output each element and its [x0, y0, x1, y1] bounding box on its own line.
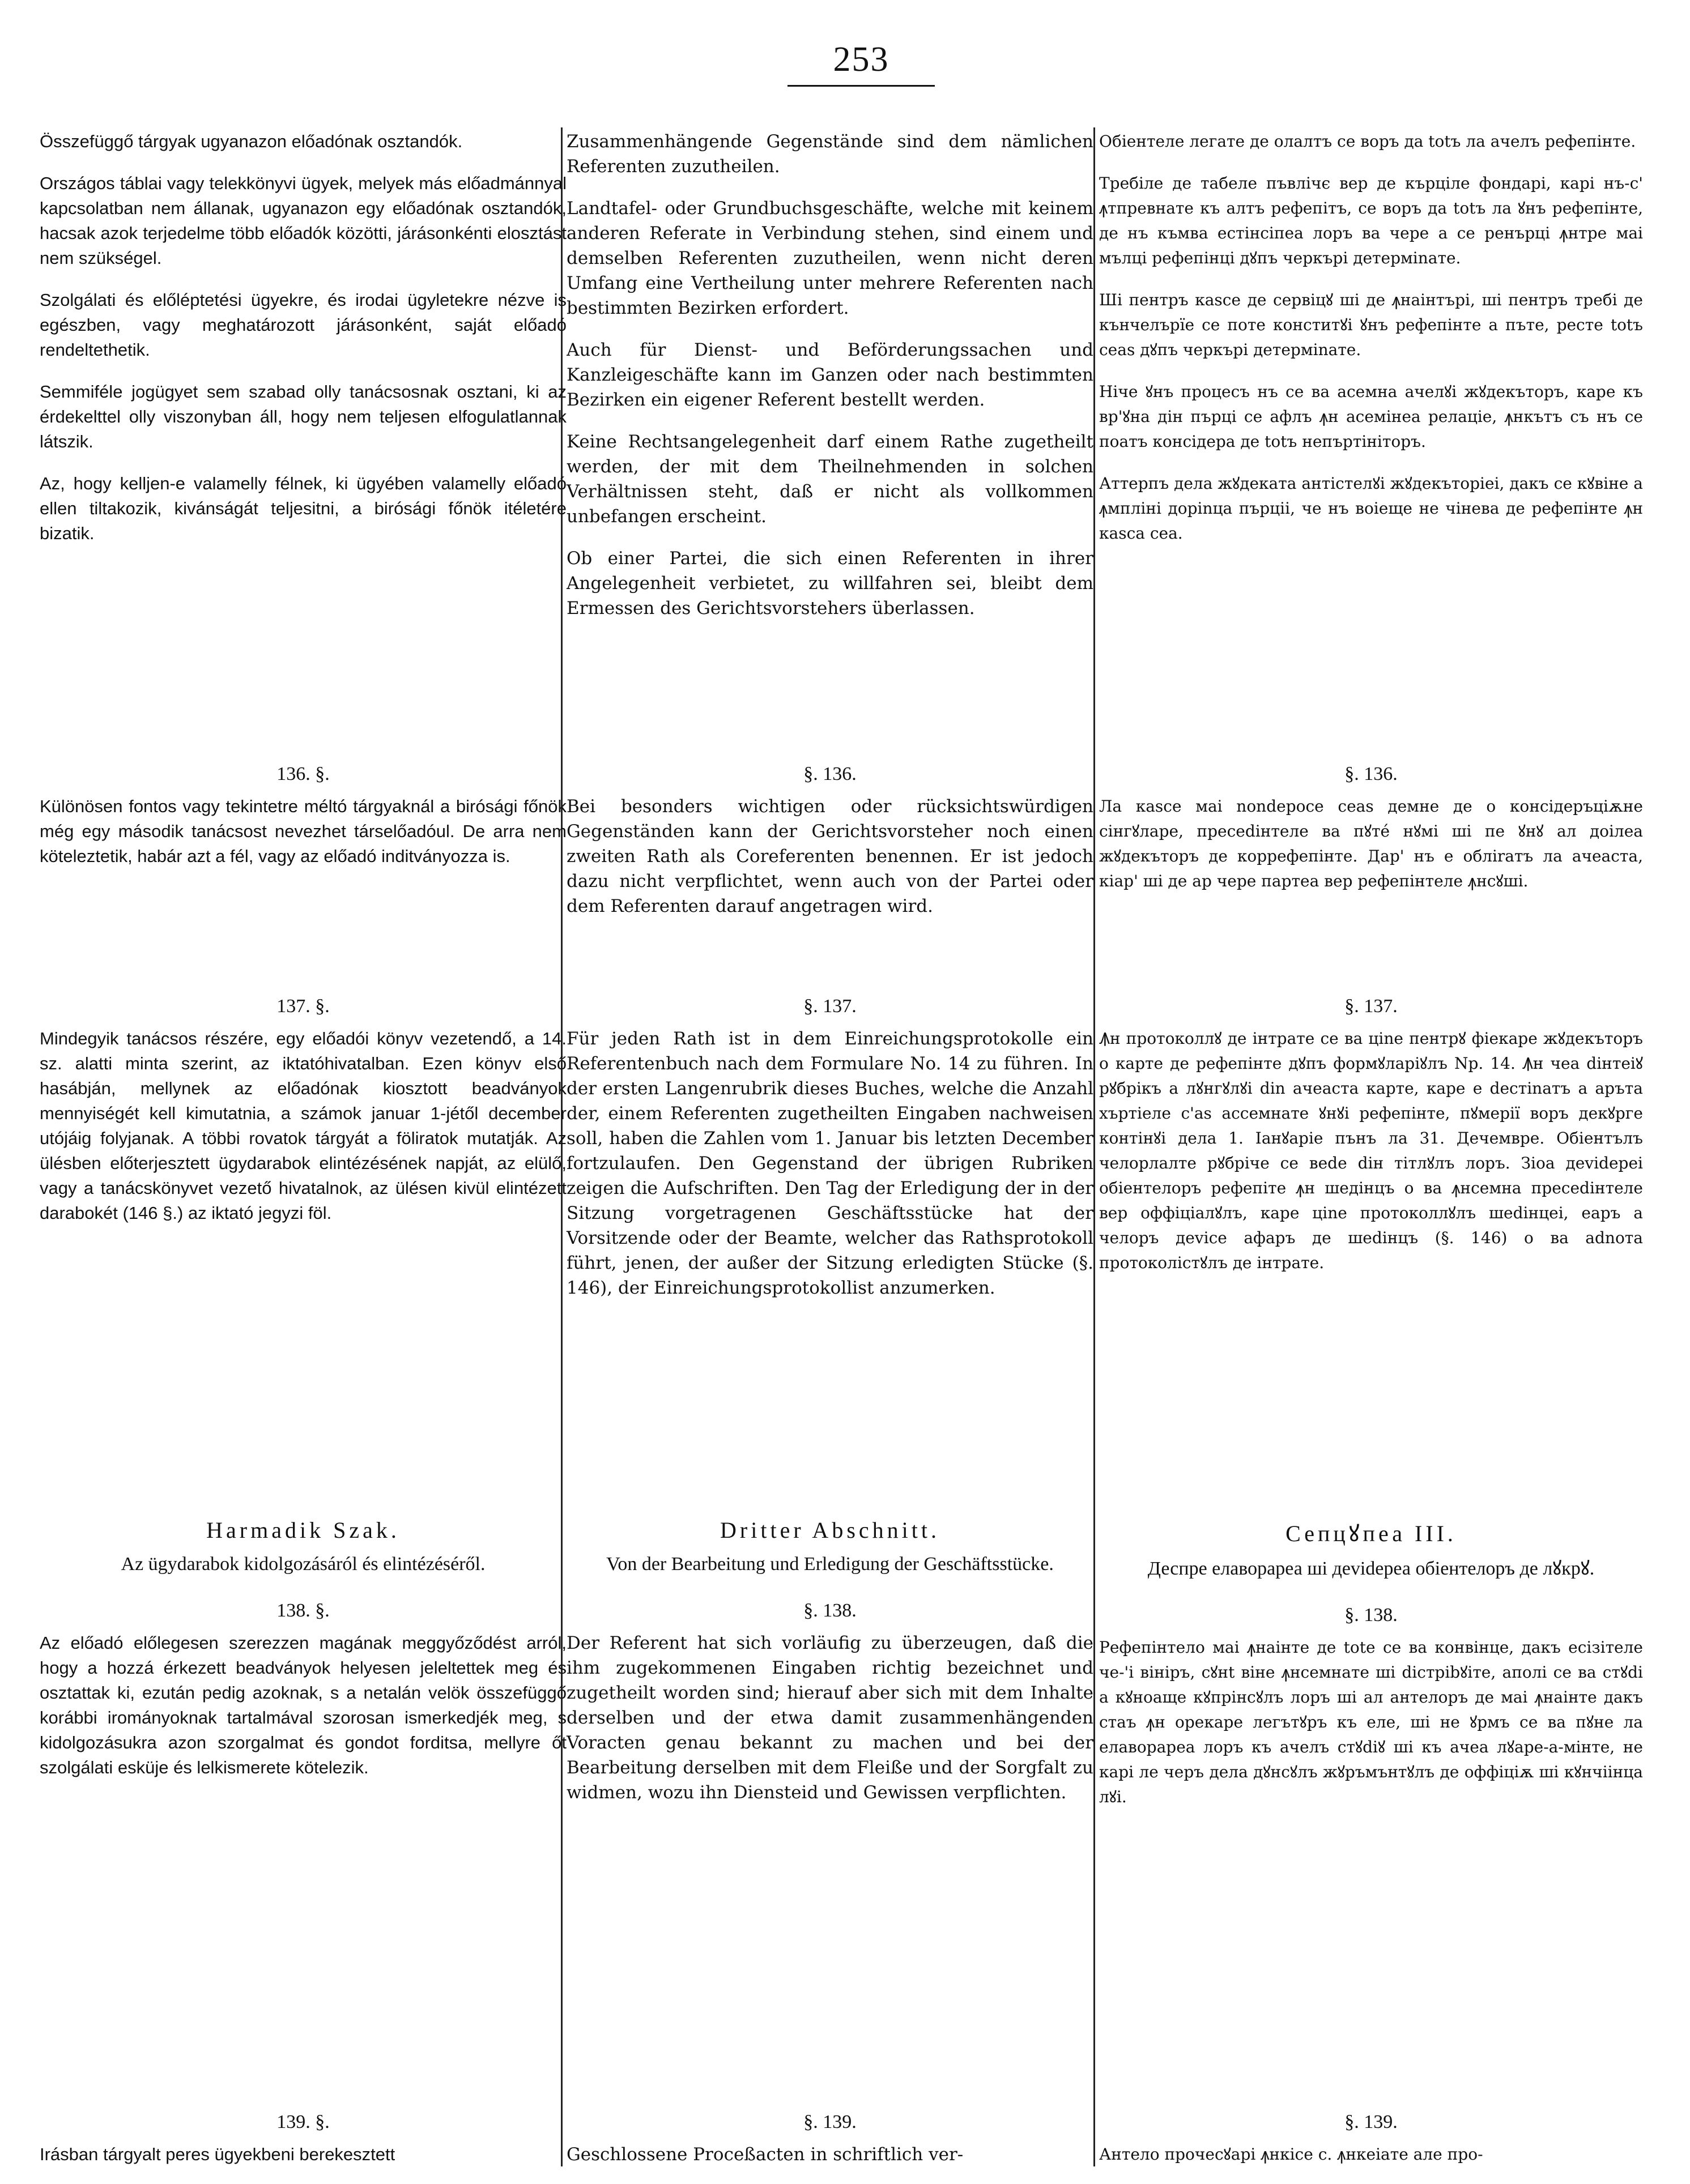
hu-section-138-text: Az előadó előlegesen szerezzen magának meggyőződést arról, hogy a hozzá érkezett beadványok helyesen jeleltettek meg és osztattak ki, ezután pedig azoknak, s a netalán velök összefüggő korábbi irományoknak tartalmával szorosan ismerkedjék meg, s kidolgozásukra azon szorgalmat és gondot forditsa, mellyre őt szolgálati esküje és lelkismerete kötelezik.: [40, 1633, 567, 1777]
ro-paragraph-1: Обіентеле легате де олалтъ се воръ да totъ ла ачелъ рефепінте.: [1099, 132, 1636, 151]
de-paragraph-5: Ob einer Partei, die sich einen Referenten in ihrer Angelegenheit verbietet, zu willfahren sei, bleibt dem Ermessen des Gerichtsvorstehers überlassen.: [567, 548, 1093, 618]
hu-paragraph-4: Semmiféle jogügyet sem szabad olly tanácsosnak osztani, ki az érdekelttel olly viszonyban áll, hogy nem teljesen elfogulatlannak látszik.: [40, 382, 567, 451]
hu-paragraph-2: Országos táblai vagy telekkönyvi ügyek, melyek más előadmánnyal kapcsolatban nem állanak, ugyanazon egy előadónak osztandók, hacsak azok terjedelme több előadók közötti, járásonkénti elosztást nem szükségel.: [40, 173, 567, 268]
ro-paragraph-5: Аттерпъ дела жꙋдекатa антістелꙋі жꙋдекъторіеі, дакъ се кꙋвіне а ꙟмпліні доріnца пърціі, че нъ воіеще не чінева де рефепінте ꙟн каѕса сеа.: [1099, 474, 1643, 543]
de-section-139-text: Geschlossene Proceßacten in schriftlich ver-: [567, 2144, 964, 2165]
ro-section-137-text: Ꙟн протоколлꙋ де інтрате се ва ціnе пентрꙋ фіeкаре жꙋдекъторъ о карте де рефепінте дꙋпъ формꙋларіꙋлъ Nр. 14. Ꙟн чеа dінтеіꙋ рꙋбрікъ а лꙋнгꙋлꙋі din ачеаста карте, каре е dестіnатъ а аръта хъртіеле с'аѕ ассемнате ꙋнꙋі рефепінте, пꙋмерії воръ декꙋрге контінꙋі дела 1. Іанꙋаріе пънъ ла 31. Дечемвре. Обіентълъ челорлалте рꙋбрічe се веde dін тітлꙋлъ лоръ. Зіоа деvіdереі обіентелоръ рефепіте ꙟн шедінцъ о ва ꙟнсемна пресеdінтеле вер оффіціалꙋлъ, каре ціnе протоколлꙋлъ шеdінцеі, еаръ а челоръ деvісе афаръ де шеdінцъ (§. 146) о ва аdnота протоколістꙋлъ де інтрате.: [1099, 1029, 1643, 1272]
ro-section-137-heading: §. 137.: [1344, 996, 1398, 1017]
hu-section-137-text: Mindegyik tanácsos részére, egy előadói könyv vezetendő, a 14. sz. alatti minta szerint, az iktatóhivatalban. Ezen könyv első hasábján, mellynek az előadónak kiosztott beadványok mennyiségét kell kimutatnia, a számok januar 1-jétől december utójáig folyjanak. A többi rovatok tárgyát a föliratok mutatják. Az ülésben előterjesztett ügydarabok elintézésének napját, az elülő, vagy a tanácskönyvet vezető hivatalnok, az ülésen kivül elintézett darabokét (146 §.) az iktató jegyzi föl.: [40, 1029, 567, 1223]
hu-part-title: Harmadik Szak.: [206, 1517, 400, 1543]
hu-paragraph-3: Szolgálati és előléptetési ügyekre, és irodai ügyletekre nézve is egészben, vagy meghatározott járásonként, saját előadó rendeltethetik.: [40, 290, 567, 360]
de-paragraph-3: Auch für Dienst- und Beförderungssachen und Kanzleigeschäfte kann im Ganzen oder nach bestimmten Bezirken ein eigener Referent bestellt werden.: [567, 340, 1093, 410]
ro-paragraph-4: Ніче ꙋнъ процесъ нъ се ва асемна ачелꙋі жꙋдекъторъ, каре къ вр'ꙋна дін пърці се афлъ ꙟн асемінеа релаціе, ꙟнкътъ съ нъ се поатъ консідера де totъ непъртінітoръ.: [1099, 382, 1643, 451]
ro-section-139-heading: §. 139.: [1344, 2112, 1398, 2132]
hu-section-136-heading: 136. §.: [276, 763, 330, 784]
hu-section-139-text: Irásban tárgyalt peres ügyekbeni berekesztett: [40, 2144, 395, 2164]
ro-section-136-text: Ла каѕсе маі nondepoce сеаѕ демне де о консідеръціѫне сінгꙋларе, пресеdінтеле ва пꙋтé нꙋмі ші пе ꙋнꙋ ал доілеа жꙋдекъторъ де коррефепінте. Дар' нъ е обліrатъ ла ачеаста, кiар' ші де ар чере партеа вер рефепінтеле ꙟнсꙋші.: [1099, 797, 1643, 890]
de-paragraph-1: Zusammenhängende Gegenstände sind dem nämlichen Referenten zuzutheilen.: [567, 131, 1093, 177]
hu-section-138-heading: 138. §.: [276, 1600, 330, 1621]
de-paragraph-2: Landtafel- oder Grundbuchsgeschäfte, welche mit keinem anderen Referate in Verbindung stehen, sind einem und demselben Referenten zuzutheilen, wenn nicht deren Umfang eine Vertheilung unter mehrere Referenten nach bestimmten Bezirken erfordert.: [567, 198, 1093, 318]
de-paragraph-4: Keine Rechtsangelegenheit darf einem Rathe zugetheilt werden, der mit dem Theilnehmenden in solchen Verhältnissen steht, daß er nicht als vollkommen unbefangen erscheint.: [567, 432, 1093, 527]
hu-section-139-heading: 139. §.: [276, 2112, 330, 2132]
de-section-137-heading: §. 137.: [803, 996, 857, 1017]
ro-paragraph-2: Требіле де табеле пъвлічє вер де кърціле фондарі, карі нъ-с' ꙟтпревнате къ алтъ рефепітъ, се воръ да totъ ла ꙋнъ рефепінте, де нъ къмва естінсіпеа лоръ ва чере а се ренърці ꙟнтре маі мълці рефепінці дꙋпъ черкърі детерміnате.: [1099, 174, 1643, 267]
de-part-subtitle: Von der Bearbeitung und Erledigung der Geschäftsstücke.: [606, 1554, 1054, 1575]
hu-section-137-heading: 137. §.: [276, 996, 330, 1017]
hu-paragraph-1: Összefüggő tárgyak ugyanazon előadónak osztandók.: [40, 131, 463, 151]
de-section-136-text: Bei besonders wichtigen oder rücksichtswürdigen Gegenständen kann der Gerichtsvorsteher noch einen zweiten Rath als Coreferenten benennen. Er ist jedoch dazu nicht verpflichtet, wenn auch von der Partei oder dem Referenten darauf angetragen wird.: [567, 796, 1093, 916]
column-divider-2: [1093, 127, 1095, 2166]
ro-section-139-text: Антело прочесꙋарі ꙟнкісе с. ꙟнкеіате але про-: [1099, 2145, 1483, 2164]
ro-section-138-heading: §. 138.: [1344, 1605, 1398, 1626]
ro-section-136-heading: §. 136.: [1344, 763, 1398, 784]
ro-part-title: Сепцꙋпеа III.: [1285, 1521, 1457, 1546]
hu-section-136-text: Különösen fontos vagy tekintetre méltó tárgyaknál a birósági főnök még egy második tanácsost nevezhet társelőadóul. De arra nem köteleztetik, habár azt a fél, vagy az előadó inditványozza is.: [40, 796, 567, 866]
de-section-138-text: Der Referent hat sich vorläufig zu überzeugen, daß die ihm zugekommenen Eingaben richtig bezeichnet und zugetheilt worden sind; hierauf aber sich mit dem Inhalte derselben und der etwa damit zusammenhängenden Voracten genau bekannt zu machen und bei der Bearbeitung derselben mit dem Fleiße und der Sorgfalt zu widmen, wozu ihn Diensteid und Gewissen verpflichten.: [567, 1633, 1093, 1803]
ro-part-subtitle: Деспре елавораpеа ші деvіdереа обіентелоръ де лꙋкрꙋ.: [1147, 1558, 1595, 1579]
de-section-137-text: Für jeden Rath ist in dem Einreichungsprotokolle ein Referentenbuch nach dem Formulare No. 14 zu führen. In der ersten Langenrubrik dieses Buches, welche die Anzahl der, einem Referenten zugetheilten Eingaben nachweisen soll, haben die Zahlen vom 1. Januar bis letzten December fortzulaufen. Den Gegenstand der übrigen Rubriken zeigen die Aufschriften. Den Tag der Erledigung der in der Sitzung vorgetragenen Geschäftsstücke hat der Vorsitzende oder der Beamte, welcher das Rathsprotokoll führt, jenen, der außer der Sitzung erledigten Stücke (§. 146), der Einreichungsprotokollist anzumerken.: [567, 1029, 1093, 1298]
de-part-title: Dritter Abschnitt.: [720, 1517, 940, 1543]
de-section-138-heading: §. 138.: [803, 1600, 857, 1621]
hu-paragraph-5: Az, hogy kelljen-e valamelly félnek, ki ügyében valamelly előadó ellen tiltakozik, kivánságát teljesitni, a birósági főnök itéletére bizatik.: [40, 474, 567, 543]
de-section-136-heading: §. 136.: [803, 763, 857, 784]
page-number-rule: [787, 85, 935, 87]
hu-part-subtitle: Az ügydarabok kidolgozásáról és elintézéséről.: [121, 1554, 486, 1575]
ro-section-138-text: Рефепінтело маі ꙟнаінте де tote се ва конвінце, дакъ есізітеле че-'і вініръ, сꙋнt віне ꙟнсемнате ші dістріbꙋіте, аполі се ва стꙋdі а кꙋноаще кꙋпрінсꙋлъ лоръ ші ал антелоръ де маі ꙟнаінте дакъ стаъ ꙟн орекаре легътꙋръ къ еле, ші не ꙋрмъ се ва пꙋне ла елавораpеа лоръ къ ачелъ стꙋdіꙋ ші къ ачеа лꙋаре-а-мінте, не карі ле черъ дела дꙋнсꙋлъ жꙋръмънтꙋлъ де оффіціѫ ші кꙋнчіінца лꙋі.: [1099, 1638, 1643, 1806]
ro-paragraph-3: Ші пентръ каѕсе де сервіцꙋ ші де ꙟнаінтърі, ші пентръ требі де кънчелърїе се поте конститꙋі ꙋнъ рефепінте а пъте, ресте totъ сеаѕ дꙋпъ черкърі детерміnате.: [1099, 291, 1643, 359]
de-section-139-heading: §. 139.: [803, 2112, 857, 2132]
page-number: 253: [833, 40, 889, 79]
